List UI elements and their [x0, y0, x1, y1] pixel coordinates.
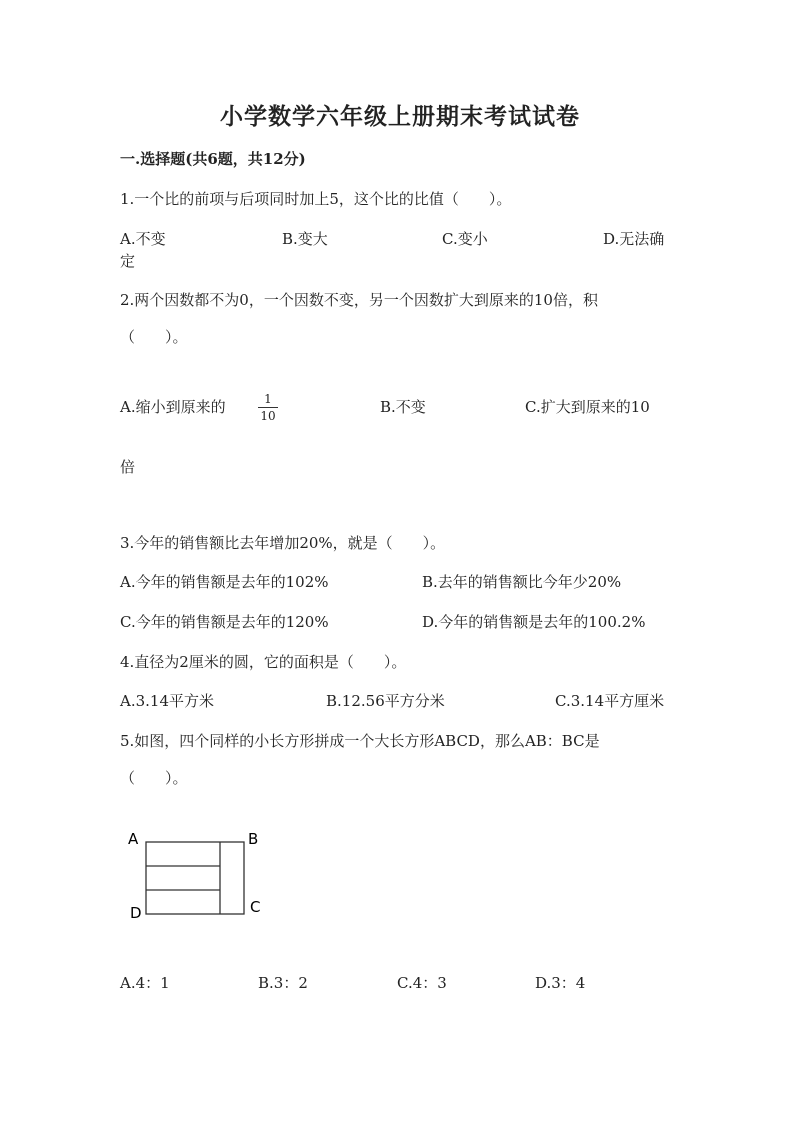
- question-3-option-a: A.今年的销售额是去年的102%: [120, 573, 329, 591]
- question-5-option-b: B.3：2: [258, 974, 308, 992]
- page-title: 小学数学六年级上册期末考试试卷: [220, 103, 580, 130]
- label-c: C: [250, 898, 261, 916]
- question-1-option-d: D.无法确: [603, 230, 665, 248]
- question-2-option-c: C.扩大到原来的10: [525, 398, 650, 416]
- question-2-option-a: A.缩小到原来的: [120, 398, 226, 416]
- question-4-option-c: C.3.14平方厘米: [555, 692, 665, 710]
- question-5-option-d: D.3：4: [535, 974, 586, 992]
- question-3-option-d: D.今年的销售额是去年的100.2%: [422, 613, 646, 631]
- question-3-option-c: C.今年的销售额是去年的120%: [120, 613, 329, 631]
- fraction-denominator: 10: [260, 409, 276, 423]
- question-1-stem: 1.一个比的前项与后项同时加上5，这个比的比值（ ）。: [120, 190, 512, 208]
- section-heading: 一.选择题(共6题，共12分): [120, 150, 306, 168]
- label-b: B: [248, 830, 259, 848]
- rectangle-abcd-figure: [120, 820, 280, 930]
- question-2-stem-wrap: （ ）。: [120, 328, 188, 346]
- fraction-one-tenth: [258, 392, 278, 423]
- question-1-option-a: A.不变: [120, 230, 166, 248]
- question-5-stem: 5.如图，四个同样的小长方形拼成一个大长方形ABCD，那么AB：BC是: [120, 732, 600, 750]
- question-4-option-a: A.3.14平方米: [120, 692, 214, 710]
- question-2-stem: 2.两个因数都不为0，一个因数不变，另一个因数扩大到原来的10倍，积: [120, 291, 598, 309]
- question-2-option-b: B.不变: [380, 398, 426, 416]
- question-3-option-b: B.去年的销售额比今年少20%: [422, 573, 622, 591]
- outer-rectangle: [146, 842, 244, 914]
- question-1-option-c: C.变小: [442, 230, 488, 248]
- question-5-stem-wrap: （ ）。: [120, 769, 188, 787]
- question-1-option-d-wrap: 定: [120, 252, 136, 270]
- question-5-option-a: A.4：1: [120, 974, 170, 992]
- question-5-option-c: C.4：3: [397, 974, 447, 992]
- question-4-stem: 4.直径为2厘米的圆，它的面积是（ ）。: [120, 653, 407, 671]
- question-1-option-b: B.变大: [282, 230, 328, 248]
- label-d: D: [130, 904, 142, 922]
- fraction-numerator: 1: [258, 392, 278, 408]
- question-4-option-b: B.12.56平方分米: [326, 692, 445, 710]
- question-3-stem: 3.今年的销售额比去年增加20%，就是（ ）。: [120, 534, 446, 552]
- question-2-option-c-wrap: 倍: [120, 458, 136, 476]
- label-a: A: [128, 830, 139, 848]
